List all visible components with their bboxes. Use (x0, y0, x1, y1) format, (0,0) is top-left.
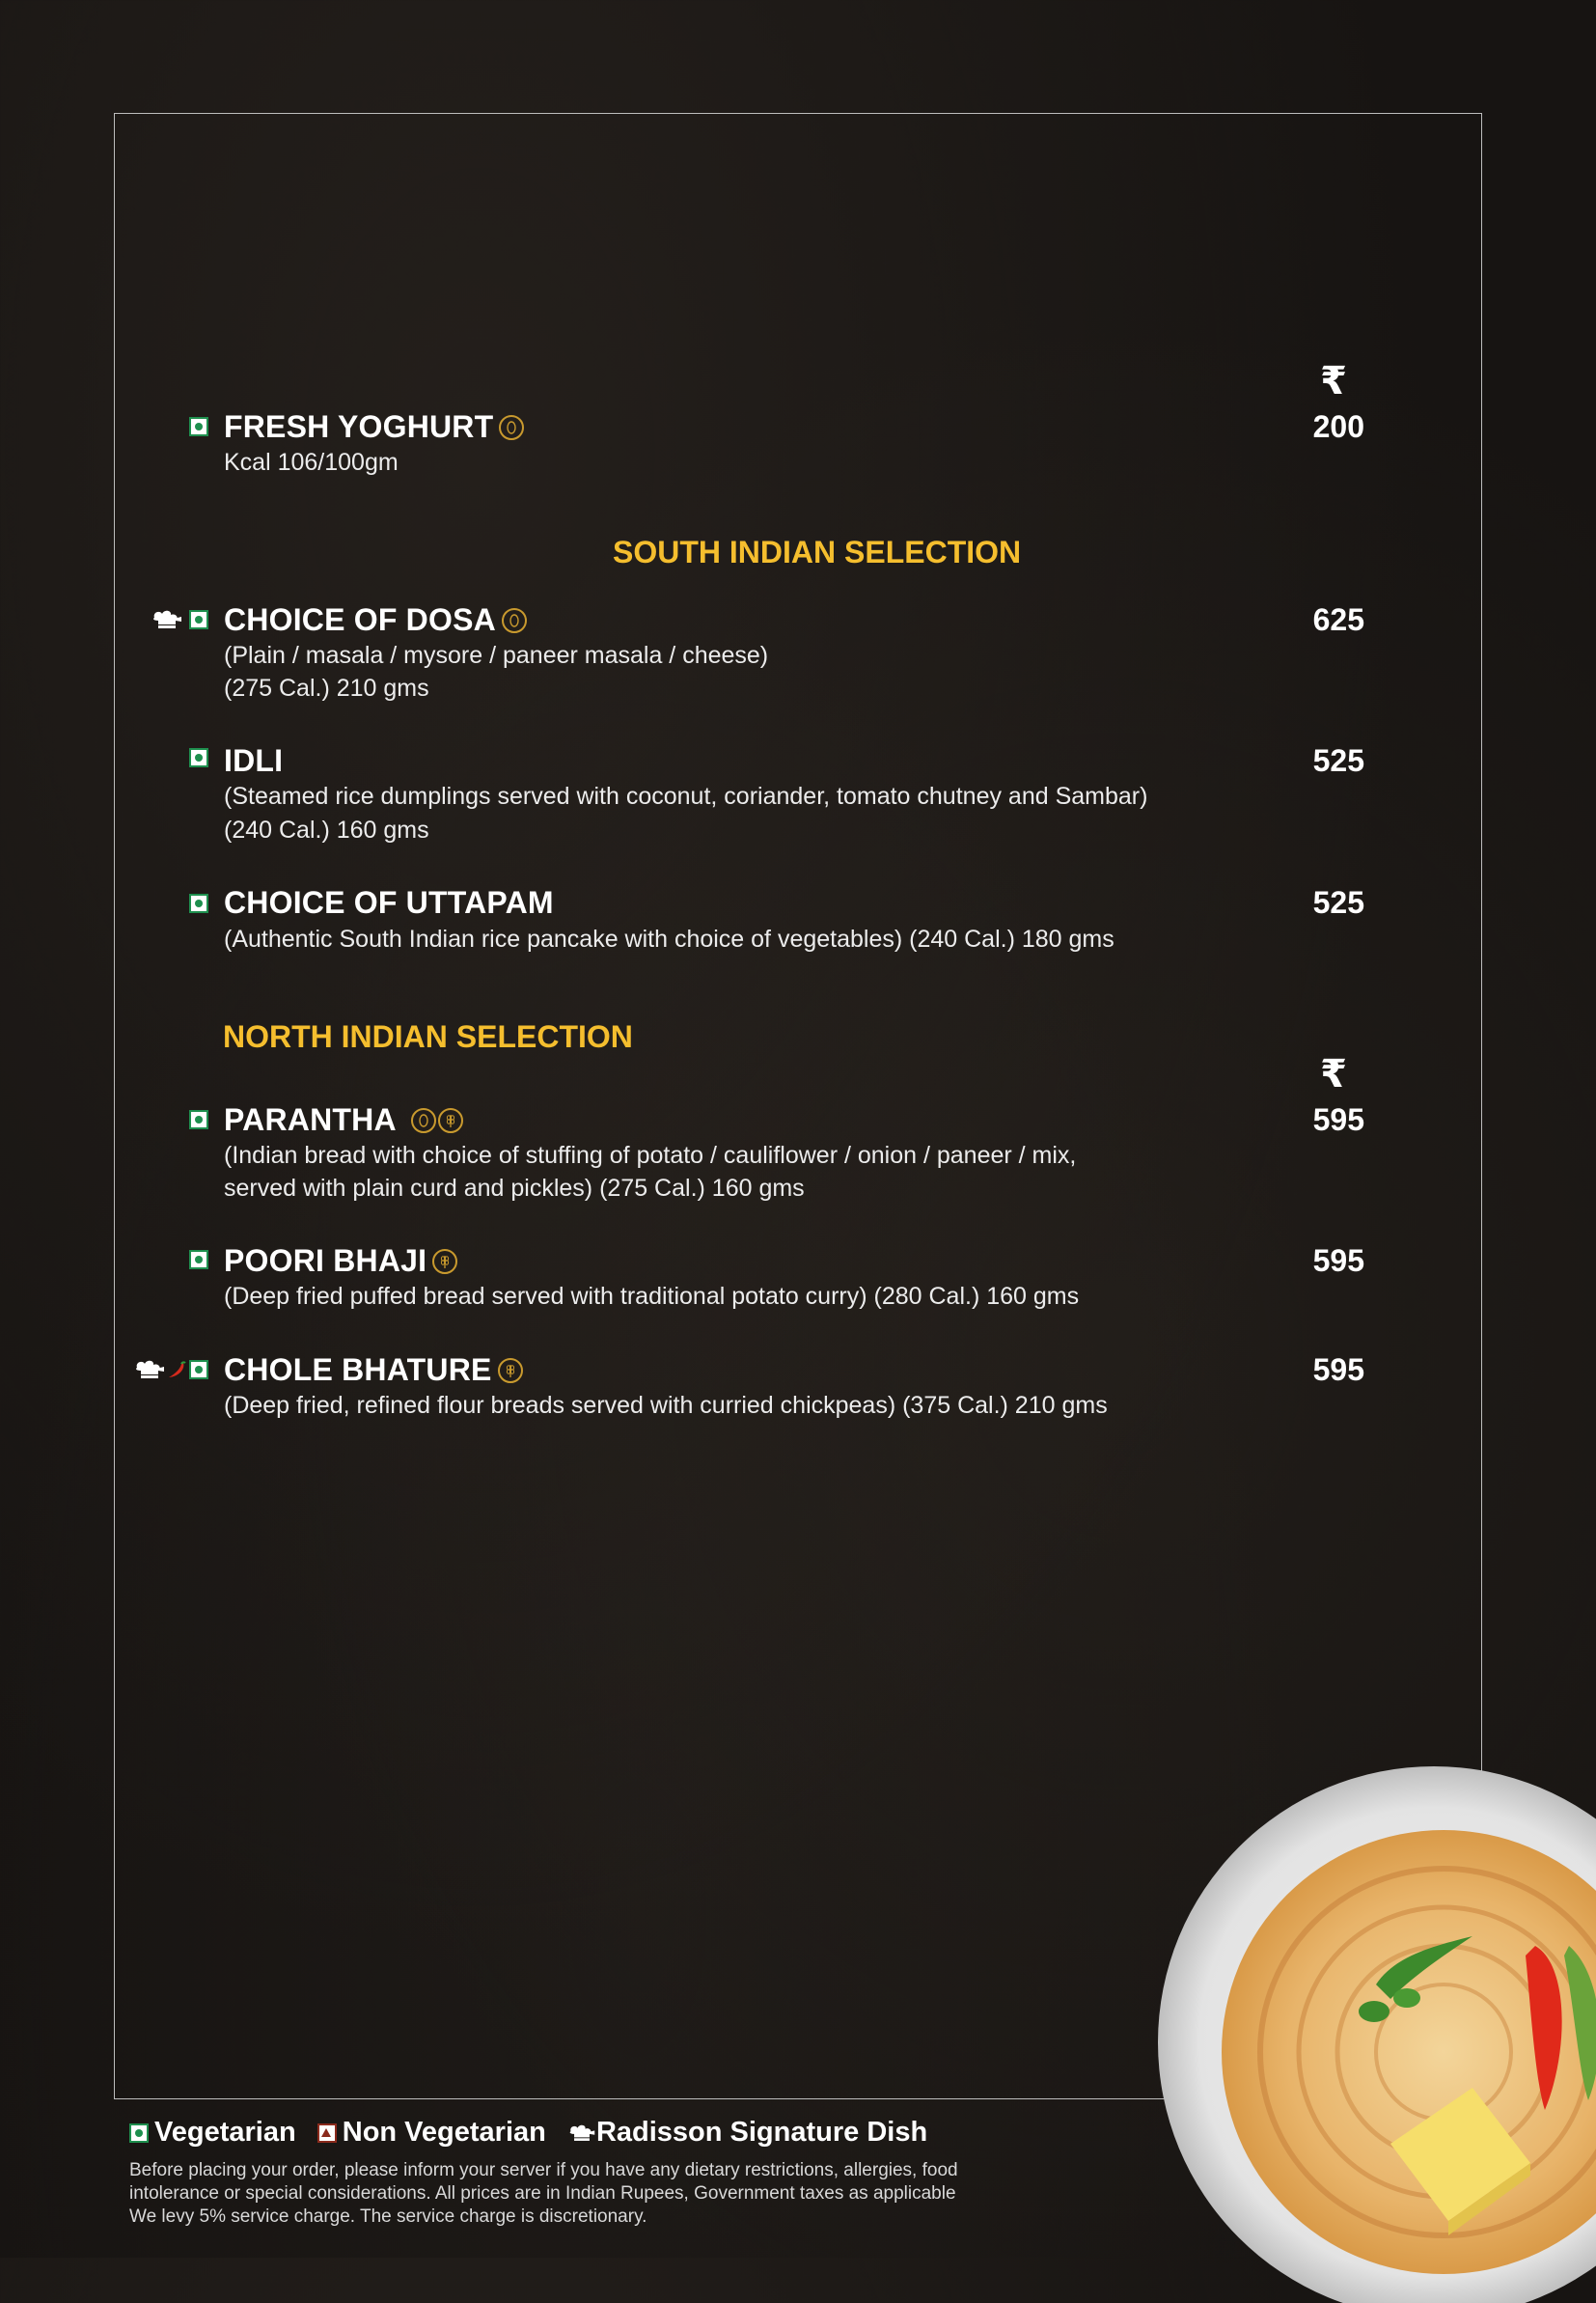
signature-dish-icon (133, 1358, 166, 1381)
rupee-symbol: ₹ (1320, 359, 1347, 403)
item-description: (Plain / masala / mysore / paneer masala / cheese) (224, 642, 769, 669)
item-description: (Authentic South Indian rice pancake with choice of vegetables) (240 Cal.) 180 gms (224, 926, 1114, 953)
legend-veg-label: Vegetarian (154, 2117, 296, 2148)
item-name: CHOICE OF DOSA (224, 602, 496, 637)
nonveg-icon (317, 2123, 337, 2143)
item-description: (Steamed rice dumplings served with coconut, coriander, tomato chutney and Sambar) (224, 783, 1148, 810)
item-description: (Deep fried, refined flour breads served with curried chickpeas) (375 Cal.) 210 gms (224, 1392, 1108, 1419)
item-price: 595 (1312, 1102, 1364, 1137)
item-description: served with plain curd and pickles) (275 Cal.) 160 gms (224, 1175, 805, 1202)
footer-line: Before placing your order, please inform your server if you have any dietary restrictions, allergies, food (129, 2160, 958, 2180)
item-description: (Deep fried puffed bread served with traditional potato curry) (280 Cal.) 160 gms (224, 1283, 1080, 1310)
footer-disclaimer (129, 2159, 998, 2229)
parantha-plate-image (1154, 1762, 1596, 2303)
gluten-icon (438, 1108, 463, 1133)
signature-dish-icon (151, 608, 183, 631)
item-name: PARANTHA (224, 1102, 397, 1137)
section-title-south-indian: SOUTH INDIAN SELECTION (613, 535, 1022, 569)
item-name: CHOLE BHATURE (224, 1352, 492, 1387)
veg-icon (129, 2123, 149, 2143)
item-price: 625 (1312, 602, 1364, 637)
gluten-icon (432, 1249, 457, 1274)
veg-icon (189, 610, 208, 629)
nut-icon (411, 1108, 436, 1133)
item-name: FRESH YOGHURT (224, 409, 494, 444)
veg-icon (189, 1360, 208, 1379)
item-name: IDLI (224, 743, 284, 778)
item-description: (275 Cal.) 210 gms (224, 675, 429, 702)
item-description: (240 Cal.) 160 gms (224, 817, 429, 844)
item-price: 595 (1312, 1352, 1364, 1387)
item-name: POORI BHAJI (224, 1243, 427, 1278)
veg-icon (189, 894, 208, 913)
footer-line: intolerance or special considerations. All prices are in Indian Rupees, Government taxes as applicable (129, 2183, 956, 2204)
item-name: CHOICE OF UTTAPAM (224, 885, 554, 920)
item-description: Kcal 106/100gm (224, 449, 399, 476)
rupee-symbol: ₹ (1320, 1052, 1347, 1096)
legend-nonveg-label: Non Vegetarian (342, 2117, 546, 2148)
legend-signature-label: Radisson Signature Dish (595, 2117, 928, 2148)
gluten-icon (498, 1358, 523, 1383)
spicy-chili-icon (166, 1361, 187, 1380)
section-title-north-indian: NORTH INDIAN SELECTION (223, 1019, 633, 1054)
footer-line: We levy 5% service charge. The service charge is discretionary. (129, 2206, 647, 2227)
nut-icon (499, 415, 524, 440)
item-price: 525 (1312, 885, 1364, 920)
item-price: 595 (1312, 1243, 1364, 1278)
legend (129, 2117, 927, 2149)
item-price: 525 (1312, 743, 1364, 778)
veg-icon (189, 748, 208, 767)
item-price: 200 (1312, 409, 1364, 444)
signature-dish-icon (567, 2123, 596, 2144)
veg-icon (189, 417, 208, 436)
veg-icon (189, 1110, 208, 1129)
nut-icon (502, 608, 527, 633)
item-description: (Indian bread with choice of stuffing of potato / cauliflower / onion / paneer / mix, (224, 1142, 1077, 1169)
veg-icon (189, 1250, 208, 1269)
